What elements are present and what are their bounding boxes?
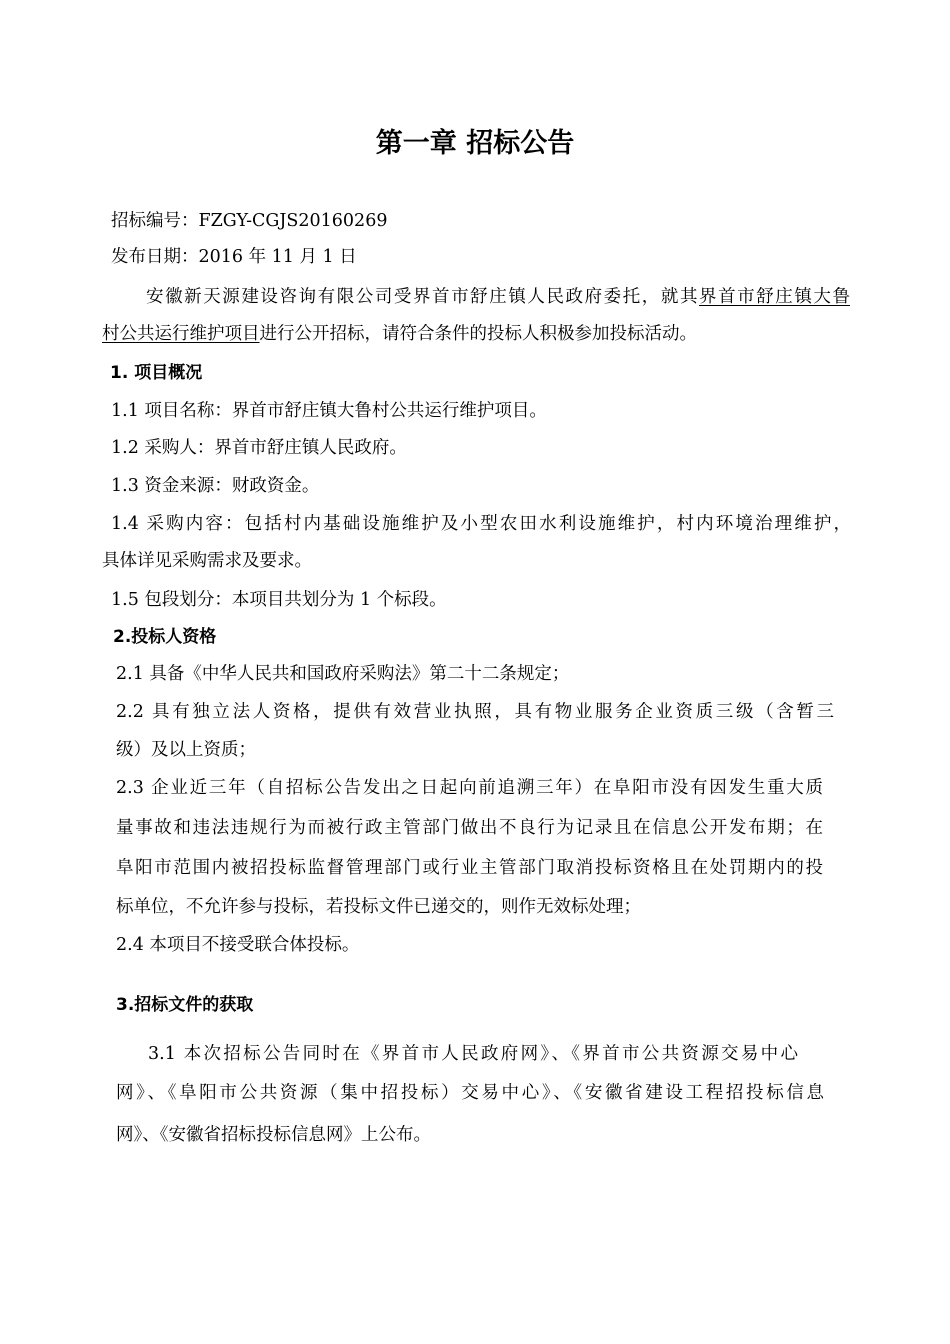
intro-text-cont: 进行公开招标，请符合条件的投标人积极参加投标活动。 — [259, 324, 697, 344]
section-1-item-3: 1.3 资金来源：财政资金。 — [111, 476, 320, 496]
section-1-item-2: 1.2 采购人：界首市舒庄镇人民政府。 — [111, 438, 407, 458]
section-2-heading: 2.投标人资格 — [113, 627, 217, 647]
section-3-heading: 3.招标文件的获取 — [116, 995, 254, 1015]
section-3-item-1-line-1: 3.1 本次招标公告同时在《界首市人民政府网》、《界首市公共资源交易中心 — [148, 1044, 798, 1064]
section-2-item-3-line-3: 阜阳市范围内被招投标监督管理部门或行业主管部门取消投标资格且在处罚期内的投 — [116, 858, 823, 878]
section-2-item-3-line-2: 量事故和违法违规行为而被行政主管部门做出不良行为记录且在信息公开发布期；在 — [116, 818, 823, 838]
project-name-link-cont: 村公共运行维护项目 — [102, 324, 260, 344]
section-2-item-2-line-1: 2.2 具有独立法人资格，提供有效营业执照，具有物业服务企业资质三级（含暂三 — [116, 702, 834, 722]
section-1-item-4-line-1: 1.4 采购内容：包括村内基础设施维护及小型农田水利设施维护，村内环境治理维护， — [111, 514, 851, 534]
project-name-link: 界首市舒庄镇大鲁 — [699, 287, 851, 307]
section-2-item-1: 2.1 具备《中华人民共和国政府采购法》第二十二条规定； — [116, 664, 570, 684]
intro-line-2 — [102, 319, 697, 349]
publish-date: 发布日期：2016 年 11 月 1 日 — [111, 247, 357, 267]
section-2-item-3-line-1: 2.3 企业近三年（自招标公告发出之日起向前追溯三年）在阜阳市没有因发生重大质 — [116, 778, 823, 798]
bid-number: 招标编号：FZGY-CGJS20160269 — [111, 211, 388, 231]
section-1-item-5: 1.5 包段划分：本项目共划分为 1 个标段。 — [111, 590, 447, 610]
section-2-item-3-line-4: 标单位，不允许参与投标，若投标文件已递交的，则作无效标处理； — [116, 897, 641, 917]
section-2-item-2-line-2: 级）及以上资质； — [116, 740, 256, 760]
section-1-heading: 1. 项目概况 — [110, 363, 203, 383]
intro-text: 安徽新天源建设咨询有限公司受界首市舒庄镇人民政府委托，就其 — [146, 287, 700, 307]
section-1-item-1: 1.1 项目名称：界首市舒庄镇大鲁村公共运行维护项目。 — [111, 401, 547, 421]
page-title: 第一章 招标公告 — [375, 128, 575, 159]
section-3-item-1-line-3: 网》、《安徽省招标投标信息网》上公布。 — [116, 1125, 431, 1145]
intro-line-1 — [146, 282, 850, 312]
section-1-item-4-line-2: 具体详见采购需求及要求。 — [102, 551, 312, 571]
section-3-item-1-line-2: 网》、《阜阳市公共资源（集中招投标）交易中心》、《安徽省建设工程招投标信息 — [116, 1083, 824, 1103]
section-2-item-4: 2.4 本项目不接受联合体投标。 — [116, 935, 360, 955]
